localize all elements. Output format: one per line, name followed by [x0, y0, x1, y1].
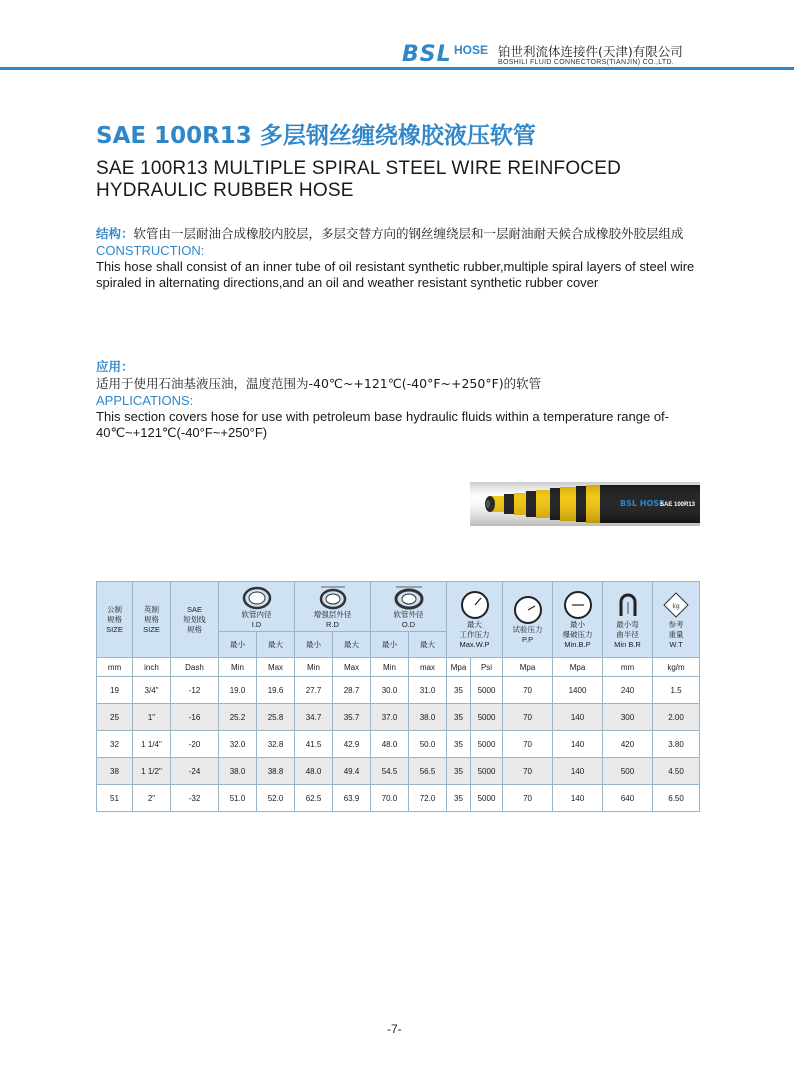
page-title-cn: SAE 100R13 多层钢丝缠绕橡胶液压软管 [96, 123, 536, 149]
table-cell: 35 [447, 704, 471, 731]
th-dash-size: SAE 短划线 规格 [171, 582, 219, 658]
th-id-max: 最大 [257, 632, 295, 658]
table-cell: 1.5 [653, 677, 700, 704]
table-cell: 41.5 [295, 731, 333, 758]
table-cell: 70 [503, 677, 553, 704]
th-reinforcement-diameter: 增强层外径 R.D [295, 582, 371, 632]
table-cell: 19.6 [257, 677, 295, 704]
unit-cell: inch [133, 658, 171, 677]
table-cell: 140 [553, 731, 603, 758]
applications-cn-label: 应用： [96, 359, 134, 374]
table-cell: 19.0 [219, 677, 257, 704]
table-cell: 4.50 [653, 758, 700, 785]
unit-cell: Min [295, 658, 333, 677]
table-cell: 38.0 [219, 758, 257, 785]
table-cell: 5000 [471, 704, 503, 731]
table-cell: 62.5 [295, 785, 333, 812]
th-outer-diameter: 软管外径 O.D [371, 582, 447, 632]
applications-en-text: This section covers hose for use with petroleum base hydraulic fluids within a temperature range of-40℃~+121℃(-40°F~+250°F) [96, 409, 670, 440]
table-cell: 25 [97, 704, 133, 731]
unit-cell: kg/m [653, 658, 700, 677]
table-cell: 32.0 [219, 731, 257, 758]
table-cell: 35 [447, 677, 471, 704]
svg-text:kg: kg [672, 602, 680, 610]
table-cell: 1 1/4" [133, 731, 171, 758]
table-cell: 51 [97, 785, 133, 812]
unit-cell: mm [603, 658, 653, 677]
table-cell: 140 [553, 758, 603, 785]
table-cell: 32.8 [257, 731, 295, 758]
applications-section [96, 357, 706, 441]
proof-gauge-icon [513, 595, 543, 625]
table-cell: 140 [553, 704, 603, 731]
table-cell: -20 [171, 731, 219, 758]
table-cell: 28.7 [333, 677, 371, 704]
table-cell: 500 [603, 758, 653, 785]
table-row [97, 758, 700, 785]
th-rd-min: 最小 [295, 632, 333, 658]
table-cell: 1 1/2" [133, 758, 171, 785]
table-cell: 48.0 [295, 758, 333, 785]
th-max-working-pressure: 最大 工作压力 Max.W.P [447, 582, 503, 658]
table-cell: 1400 [553, 677, 603, 704]
company-name-cn: 铂世利流体连接件(天津)有限公司 [498, 44, 683, 59]
table-cell: -12 [171, 677, 219, 704]
construction-en-text: This hose shall consist of an inner tube of oil resistant synthetic rubber,multiple spiral layers of steel wire spiraled in alternating directions,and an oil and weather resistant synthetic rubber cover [96, 259, 695, 290]
th-inner-diameter: 软管内径 I.D [219, 582, 295, 632]
table-cell: 240 [603, 677, 653, 704]
table-cell: 3/4" [133, 677, 171, 704]
construction-en-label: CONSTRUCTION: [96, 243, 205, 258]
table-cell: 63.9 [333, 785, 371, 812]
pressure-gauge-icon [460, 590, 490, 620]
table-cell: 52.0 [257, 785, 295, 812]
table-cell: -16 [171, 704, 219, 731]
unit-cell: Psi [471, 658, 503, 677]
page-title-en: SAE 100R13 MULTIPLE SPIRAL STEEL WIRE REINFOCED HYDRAULIC RUBBER HOSE [96, 158, 622, 201]
hose-print-label: SAE 100R13 [660, 502, 696, 508]
table-cell: 140 [553, 785, 603, 812]
table-cell: 56.5 [409, 758, 447, 785]
table-cell: 38.8 [257, 758, 295, 785]
table-cell: 1" [133, 704, 171, 731]
table-cell: 48.0 [371, 731, 409, 758]
reinforcement-diameter-icon [316, 584, 350, 610]
hose-product-image [470, 482, 700, 526]
table-cell: 38 [97, 758, 133, 785]
table-cell: 35 [447, 731, 471, 758]
table-cell: 35 [447, 785, 471, 812]
table-cell: 300 [603, 704, 653, 731]
header-rule [0, 67, 794, 70]
page-number: -7- [387, 1022, 402, 1036]
table-cell: 70 [503, 785, 553, 812]
th-min-bend-radius: 最小弯 曲半径 Min B.R [603, 582, 653, 658]
units-row [97, 658, 700, 677]
th-weight: kg 参考 重量 W.T [653, 582, 700, 658]
table-cell: 70 [503, 704, 553, 731]
table-cell: 25.2 [219, 704, 257, 731]
table-cell: 25.8 [257, 704, 295, 731]
construction-cn-text: 软管由一层耐油合成橡胶内胶层，多层交替方向的钢丝缠绕层和一层耐油耐天候合成橡胶外胶层组成 [133, 226, 684, 241]
table-cell: 32 [97, 731, 133, 758]
table-cell: 34.7 [295, 704, 333, 731]
th-id-min: 最小 [219, 632, 257, 658]
logo-hose: HOSE [454, 43, 489, 57]
bend-radius-icon [613, 590, 643, 620]
table-cell: 72.0 [409, 785, 447, 812]
th-proof-pressure: 试验压力 P.P [503, 582, 553, 658]
construction-cn [96, 225, 706, 243]
unit-cell: Dash [171, 658, 219, 677]
th-min-burst-pressure: 最小 爆破压力 Min.B.P [553, 582, 603, 658]
table-cell: 70 [503, 758, 553, 785]
construction-cn-label: 结构： [96, 226, 134, 241]
table-cell: 35 [447, 758, 471, 785]
table-cell: 3.80 [653, 731, 700, 758]
table-cell: 5000 [471, 677, 503, 704]
company-name-en: BOSHILI FLUID CONNECTORS(TIANJIN) CO.,LTD. [498, 59, 675, 66]
outer-diameter-icon [392, 584, 426, 610]
table-row [97, 677, 700, 704]
table-cell: 70 [503, 731, 553, 758]
table-cell: 38.0 [409, 704, 447, 731]
table-cell: 30.0 [371, 677, 409, 704]
table-cell: 54.5 [371, 758, 409, 785]
table-cell: 2" [133, 785, 171, 812]
burst-gauge-icon [563, 590, 593, 620]
table-cell: 31.0 [409, 677, 447, 704]
table-cell: -24 [171, 758, 219, 785]
weight-icon [661, 590, 691, 620]
unit-cell: Min [219, 658, 257, 677]
unit-cell: mm [97, 658, 133, 677]
table-cell: 5000 [471, 785, 503, 812]
table-cell: 6.50 [653, 785, 700, 812]
inner-diameter-icon [240, 584, 274, 610]
table-row [97, 704, 700, 731]
th-od-min: 最小 [371, 632, 409, 658]
unit-cell: Mpa [447, 658, 471, 677]
unit-cell: Mpa [553, 658, 603, 677]
unit-cell: Max [333, 658, 371, 677]
unit-cell: Max [257, 658, 295, 677]
table-cell: 640 [603, 785, 653, 812]
table-row [97, 731, 700, 758]
table-cell: 5000 [471, 758, 503, 785]
table-cell: 19 [97, 677, 133, 704]
table-cell: 35.7 [333, 704, 371, 731]
th-inch-size: 英制 规格 SIZE [133, 582, 171, 658]
table-cell: 37.0 [371, 704, 409, 731]
table-cell: 420 [603, 731, 653, 758]
table-cell: 49.4 [333, 758, 371, 785]
table-row [97, 785, 700, 812]
th-rd-max: 最大 [333, 632, 371, 658]
logo-bsl: BSL [402, 42, 452, 67]
table-cell: 51.0 [219, 785, 257, 812]
spec-table [96, 581, 700, 812]
table-cell: 42.9 [333, 731, 371, 758]
table-cell: 27.7 [295, 677, 333, 704]
table-cell: 70.0 [371, 785, 409, 812]
unit-cell: max [409, 658, 447, 677]
table-cell: 2.00 [653, 704, 700, 731]
table-cell: 5000 [471, 731, 503, 758]
applications-cn-text: 适用于使用石油基液压油，温度范围为-40℃~+121℃(-40°F~+250°F)的软管 [96, 376, 542, 391]
construction-section [96, 225, 706, 291]
applications-en-label: APPLICATIONS: [96, 393, 194, 408]
table-cell: 50.0 [409, 731, 447, 758]
table-cell: -32 [171, 785, 219, 812]
th-metric-size: 公制 规格 SIZE [97, 582, 133, 658]
unit-cell: Min [371, 658, 409, 677]
unit-cell: Mpa [503, 658, 553, 677]
hose-logo: BSL HOSE [620, 499, 665, 508]
th-od-max: 最大 [409, 632, 447, 658]
